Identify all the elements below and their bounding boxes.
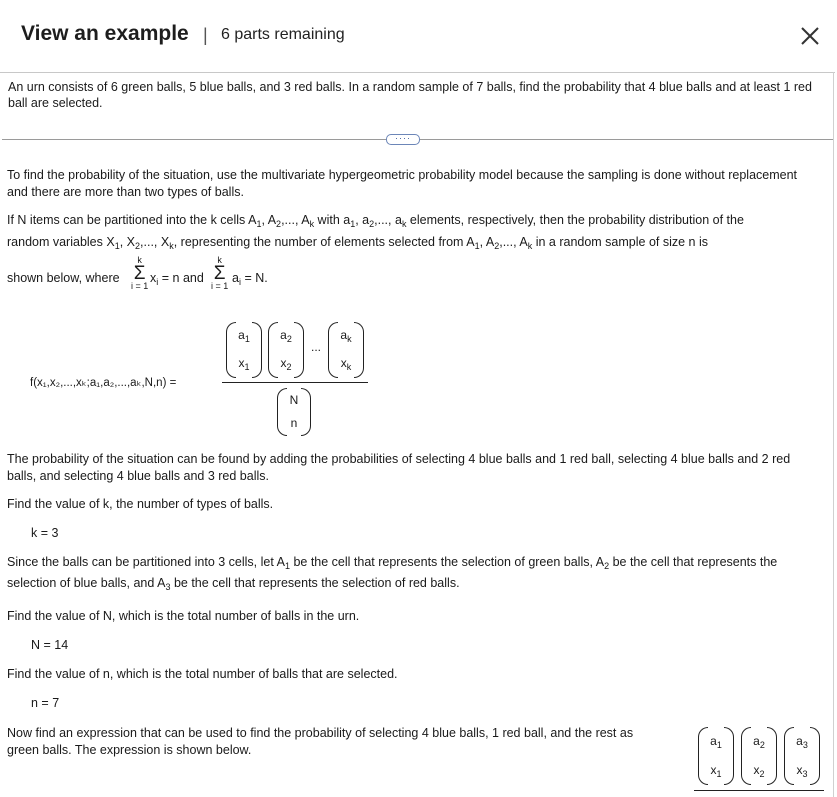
cells-line-2: selection of blue balls, and $A_3$ be the cell that represents the selection of red balls. (7, 576, 460, 592)
formula-ellipsis: ... (311, 340, 322, 354)
scroll-edge (833, 72, 834, 797)
expr-binom-3: $a_3$ $x_3$ (784, 727, 820, 785)
close-icon[interactable] (798, 24, 822, 48)
binom-N-n: N n (277, 388, 311, 436)
sum-symbol-1: k Σ i = 1 (131, 255, 149, 291)
formula-lhs: f(x₁,x₂,...,xₖ;a₁,a₂,...,aₖ,N,n) = (30, 377, 177, 389)
problem-statement: An urn consists of 6 green balls, 5 blue balls, and 3 red balls. In a random sample of 7 balls, find the probability that 4 blue balls and at least 1 red ball are selected. (8, 80, 812, 110)
find-n-prompt: Find the value of n, which is the total number of balls that are selected. (7, 667, 398, 681)
sum-expression-2: $a_i = N$. (232, 271, 268, 287)
k-value: k = 3 (31, 526, 59, 540)
sum-expression: $x_i = n$ and (150, 271, 204, 287)
definition-line-1: If N items can be partitioned into the k cells $A_1$, $A_2$,..., $A_k$ with $a_1$, $a_2$,..., $a_k$ elements, respectively, then the probability distribution of the (7, 213, 744, 229)
expand-button[interactable]: ···· (386, 134, 420, 145)
situation-text: The probability of the situation can be found by adding the probabilities of selecting 4 blue balls and 1 red ball, selecting 4 blue balls and 2 red balls, and selecting 4 blue balls and 3 red balls. (7, 452, 791, 483)
binom-a1-x1: $a_1$ $x_1$ (226, 322, 262, 378)
parts-remaining: 6 parts remaining (221, 26, 345, 43)
binom-ak-xk: $a_k$ $x_k$ (328, 322, 364, 378)
definition-line-2: random variables $X_1$, $X_2$,..., $X_k$, representing the number of elements selected from $A_1$, $A_2$,..., $A_k$ in a random sample of size n is (7, 235, 709, 251)
dialog-title: View an example (21, 22, 189, 45)
find-k-prompt: Find the value of k, the number of types of balls. (7, 497, 274, 511)
solution-intro: To find the probability of the situation, use the multivariate hypergeometric probability model because the sampling is done without replacement and there are more than two types of balls. (7, 168, 798, 199)
cells-line-1: Since the balls can be partitioned into 3 cells, let $A_1$ be the cell that represents the selection of green balls, $A_2$ be the cell that represents the (7, 555, 778, 571)
shown-below-line: shown below, where (7, 271, 120, 285)
fraction-bar (222, 382, 368, 383)
n-value: n = 7 (31, 696, 60, 710)
expr-fraction-bar (694, 790, 824, 791)
expression-intro: Now find an expression that can be used to find the probability of selecting 4 blue balls, 1 red ball, and the rest as green balls. The expression is shown below. (7, 726, 634, 757)
expr-binom-2: $a_2$ $x_2$ (741, 727, 777, 785)
dialog-header (0, 0, 835, 73)
binom-a2-x2: $a_2$ $x_2$ (268, 322, 304, 378)
title-separator: | (203, 25, 208, 45)
N-value: N = 14 (31, 638, 69, 652)
find-N-prompt: Find the value of N, which is the total number of balls in the urn. (7, 609, 360, 623)
sum-symbol-2: k Σ i = 1 (211, 255, 229, 291)
expr-binom-1: $a_1$ $x_1$ (698, 727, 734, 785)
